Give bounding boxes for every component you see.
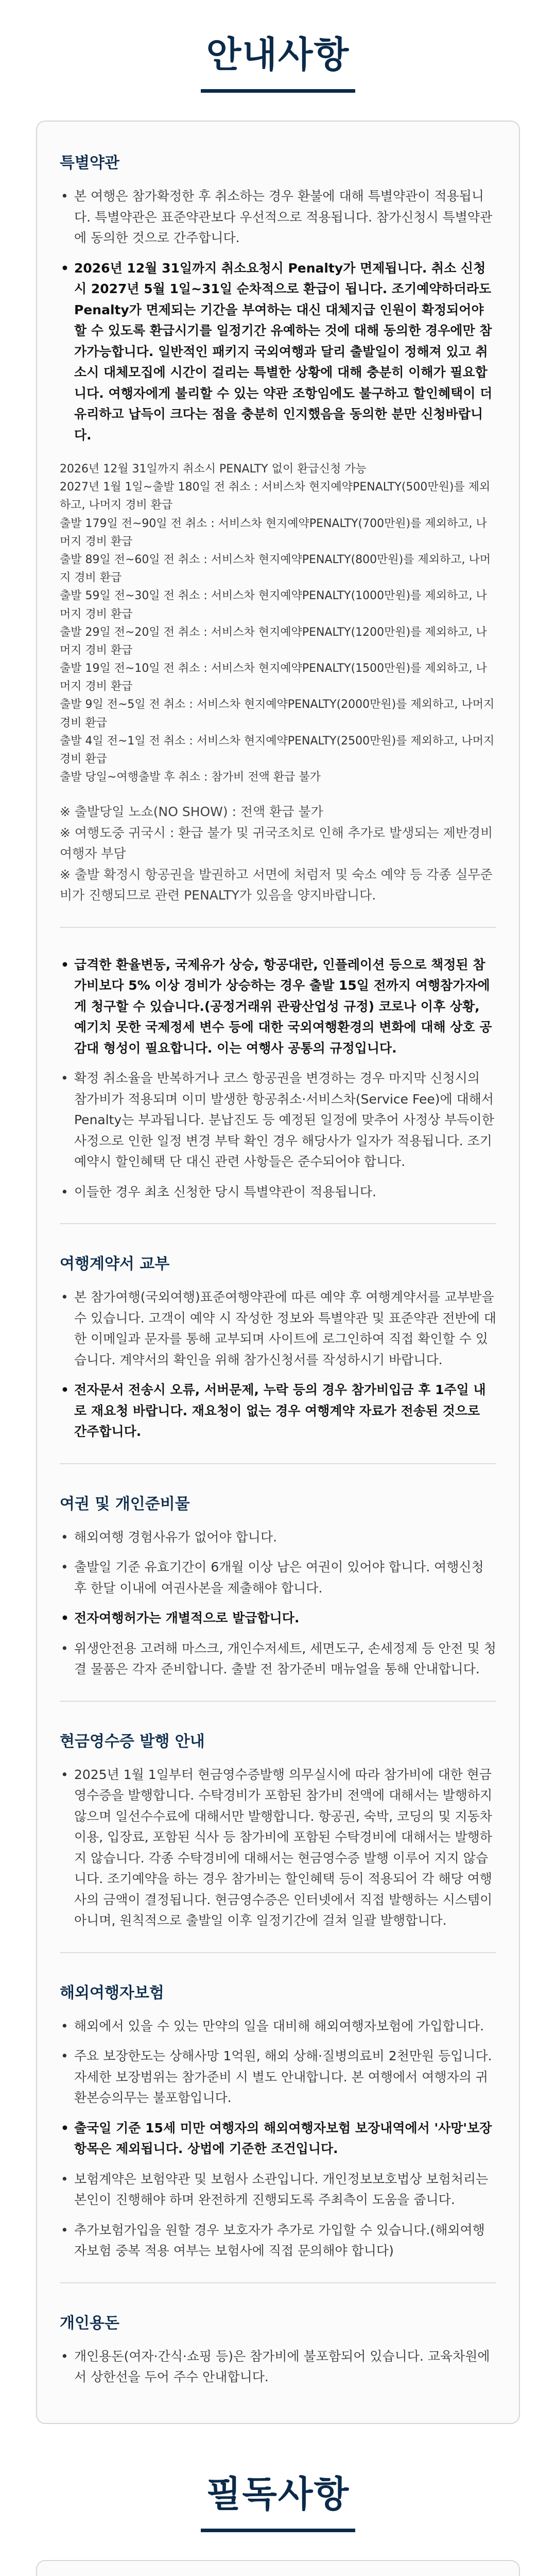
section-heading-insurance: 해외여행자보험	[60, 1984, 164, 2002]
section-heading-pocket-money: 개인용돈	[60, 2314, 119, 2332]
receipt-list	[60, 1765, 496, 1931]
passport-item: • 출발일 기준 유효기간이 6개월 이상 남은 여권이 있어야 합니다. 여행신청 후 한달 이내에 여권사본을 제출해야 합니다.	[60, 1557, 496, 1599]
contract-item: • 본 참가여행(국외여행)표준여행약관에 따른 예약 후 여행계약서를 교부받을 수 있습니다. 고객이 예약 시 작성한 정보와 특별약관 및 표준약관 전반에 대한 이메일과 문자를 통해 교부되며 사이트에 로그인하여 직접 확인할 수 있습니다. 계약서의 확인을 위해 참가신청서를 작성하시기 바랍니다.	[60, 1287, 496, 1370]
refund-schedule-line: 출발 4일 전~1일 전 취소 : 서비스차 현지예약PENALTY(2500만원)를 제외하고, 나머지 경비 환급	[60, 734, 495, 766]
special-terms-extra-list	[60, 955, 496, 1203]
contract-item-emphasis: • 전자문서 전송시 오류, 서버문제, 누락 등의 경우 참가비입금 후 1주일 내로 재요청 바랍니다. 재요청이 없는 경우 여행계약 자료가 전송된 것으로 간주합니다.	[60, 1380, 496, 1443]
passport-item: • 위생안전용 고려해 마스크, 개인수저세트, 세면도구, 손세정제 등 안전 및 청결 물품은 각자 준비합니다. 출발 전 참가준비 매뉴얼을 통해 안내합니다.	[60, 1638, 496, 1680]
special-terms-item: • 본 여행은 참가확정한 후 취소하는 경우 환불에 대해 특별약관이 적용됩니다. 특별약관은 표준약관보다 우선적으로 적용됩니다. 참가신청시 특별약관에 동의한 것으로 간주합니다.	[60, 186, 496, 249]
insurance-item: • 보험계약은 보험약관 및 보험사 소관입니다. 개인정보보호법상 보험처리는 본인이 진행해야 하며 완전하게 진행되도록 주최측이 도움을 줍니다.	[60, 2169, 496, 2211]
divider	[60, 1223, 496, 1224]
refund-schedule-line: 출발 당일~여행출발 후 취소 : 참가비 전액 환급 불가	[60, 771, 321, 784]
refund-schedule-line: 2026년 12월 31일까지 취소시 PENALTY 없이 환급신청 가능	[60, 463, 367, 476]
page-title-info: 안내사항	[206, 33, 350, 76]
divider	[60, 1701, 496, 1702]
divider	[60, 927, 496, 928]
refund-note: ※ 여행도중 귀국시 : 환급 불가 및 귀국조치로 인해 추가로 발생되는 제반경비 여행자 부담	[60, 825, 493, 861]
insurance-item: • 추가보험가입을 원할 경우 보호자가 추가로 가입할 수 있습니다.(해외여행자보험 중복 적용 여부는 보험사에 직접 문의해야 합니다)	[60, 2220, 496, 2262]
extra-item-emphasis: • 급격한 환율변동, 국제유가 상승, 항공대란, 인플레이션 등으로 책정된 참가비보다 5% 이상 경비가 상승하는 경우 출발 15일 전까지 여행참가자에게 청구할 수 있습니다.(공정거래위 관광산업성 규정) 코로나 이후 상황, 예기치 못한 국제정세 변수 등에 대한 국외여행환경의 변화에 대해 상호 공감대 형성이 필요합니다. 이는 여행사 공통의 규정입니다.	[60, 955, 496, 1059]
notice-box	[36, 2560, 520, 2576]
divider	[60, 2282, 496, 2283]
refund-schedule-line: 출발 59일 전~30일 전 취소 : 서비스차 현지예약PENALTY(1000만원)를 제외하고, 나머지 경비 환급	[60, 589, 487, 621]
insurance-list	[60, 2016, 496, 2262]
contract-list	[60, 1287, 496, 1443]
extra-item: • 확정 취소율을 반복하거나 코스 항공권을 변경하는 경우 마지막 신청시의 참가비가 적용되며 이미 발생한 항공취소·서비스차(Service Fee)에 대해서 Penalty는 부과됩니다. 분납진도 등 예정된 일정에 맞추어 사정상 부득이한 사정으로 인한 일정 변경 부탁 확인 경우 해당사가 일자가 적용됩니다. 조기예약시 할인혜택 단 대신 관련 사항들은 준수되어야 합니다.	[60, 1068, 496, 1173]
passport-list	[60, 1527, 496, 1680]
section-heading-special-terms: 특별약관	[60, 154, 119, 172]
refund-note: ※ 출발당일 노쇼(NO SHOW) : 전액 환급 불가	[60, 804, 323, 820]
refund-schedule-line: 출발 19일 전~10일 전 취소 : 서비스차 현지예약PENALTY(1500만원)를 제외하고, 나머지 경비 환급	[60, 662, 487, 693]
title-underline	[201, 2529, 355, 2532]
refund-schedule-line: 2027년 1월 1일~출발 180일 전 취소 : 서비스차 현지예약PENALTY(500만원)를 제외하고, 나머지 경비 환급	[60, 481, 491, 512]
pocket-money-item: • 개인용돈(여자·간식·쇼핑 등)은 참가비에 불포함되어 있습니다. 교육차원에서 상한선을 두어 주수 안내합니다.	[60, 2346, 496, 2388]
section-heading-receipt: 현금영수증 발행 안내	[60, 1732, 205, 1751]
refund-schedule-line: 출발 89일 전~60일 전 취소 : 서비스차 현지예약PENALTY(800만원)를 제외하고, 나머지 경비 환급	[60, 553, 491, 585]
info-box	[36, 121, 520, 2424]
refund-schedule-line: 출발 9일 전~5일 전 취소 : 서비스차 현지예약PENALTY(2000만원)를 제외하고, 나머지 경비 환급	[60, 698, 495, 730]
receipt-item: • 2025년 1월 1일부터 현금영수증발행 의무실시에 따라 참가비에 대한 현금영수증을 발행합니다. 수탁경비가 포함된 참가비 전액에 대해서는 발행하지 않으며 일선수수료에 대해서만 발행합니다. 항공권, 숙박, 코딩의 및 지동차 이용, 입장료, 포함된 식사 등 참가비에 포함된 수탁경비에 대해서는 발행하지 않습니다. 각종 수탁경비에 대해서는 현금영수증 발행 이루어 지지 않습니다. 조기예약을 하는 경우 참가비는 할인혜택 등이 적용되어 각 해당 여행사의 금액이 결정됩니다. 현금영수증은 인터넷에서 직접 발행하는 시스템이 아니며, 원칙적으로 출발일 이후 일정기간에 걸쳐 일괄 발행합니다.	[60, 1765, 496, 1931]
insurance-item: • 주요 보장한도는 상해사망 1억원, 해외 상해·질병의료비 2천만원 등입니다. 자세한 보장범위는 참가준비 시 별도 안내합니다. 본 여행에서 여행자의 귀환본승의무는 불포함입니다.	[60, 2046, 496, 2109]
insurance-item-emphasis: • 출국일 기준 15세 미만 여행자의 해외여행자보험 보장내역에서 '사망'보장항목은 제외됩니다. 상법에 기준한 조건입니다.	[60, 2118, 496, 2160]
refund-schedule	[60, 460, 496, 786]
info-section-header	[0, 0, 556, 93]
refund-schedule-line: 출발 29일 전~20일 전 취소 : 서비스차 현지예약PENALTY(1200만원)를 제외하고, 나머지 경비 환급	[60, 625, 487, 657]
divider	[60, 1463, 496, 1464]
passport-item-emphasis: • 전자여행허가는 개별적으로 발급합니다.	[60, 1608, 496, 1629]
page-title-notice: 필독사항	[206, 2472, 350, 2515]
special-terms-list	[60, 186, 496, 446]
section-heading-passport: 여권 및 개인준비물	[60, 1495, 190, 1513]
special-terms-item-emphasis: • 2026년 12월 31일까지 취소요청시 Penalty가 면제됩니다. 취소 신청 시 2027년 5월 1일~31일 순차적으로 환급이 됩니다. 조기예약하더라도 Penalty가 면제되는 기간을 부여하는 대신 대체지급 인원이 확정되어야 할 수 있도록 환급시기를 일정기간 유예하는 것에 대해 동의한 경우에만 참가가능합니다. 일반적인 패키지 국외여행과 달리 출발일이 정해져 있고 취소시 대체모집에 시간이 걸리는 특별한 상황에 대해 충분히 이해가 필요합니다. 여행자에게 불리할 수 있는 약관 조항임에도 불구하고 할인혜택이 더 유리하고 납득이 크다는 점을 충분히 인지했음을 동의한 분만 신청바랍니다.	[60, 258, 496, 446]
passport-item: • 해외여행 경험사유가 없어야 합니다.	[60, 1527, 496, 1548]
title-underline	[201, 89, 355, 93]
extra-item: • 이들한 경우 최초 신청한 당시 특별약관이 적용됩니다.	[60, 1182, 496, 1203]
refund-note: ※ 출발 확정시 항공권을 발권하고 서면에 처럼저 및 숙소 예약 등 각종 실무준비가 진행되므로 관련 PENALTY가 있음을 양지바랍니다.	[60, 867, 493, 903]
refund-notes	[60, 802, 496, 906]
refund-schedule-line: 출발 179일 전~90일 전 취소 : 서비스차 현지예약PENALTY(700만원)를 제외하고, 나머지 경비 환급	[60, 517, 487, 548]
insurance-item: • 해외에서 있을 수 있는 만약의 일을 대비해 해외여행자보험에 가입합니다.	[60, 2016, 496, 2037]
divider	[60, 1952, 496, 1953]
notice-section-header	[0, 2424, 556, 2532]
section-heading-contract: 여행계약서 교부	[60, 1255, 170, 1274]
pocket-money-list	[60, 2346, 496, 2388]
